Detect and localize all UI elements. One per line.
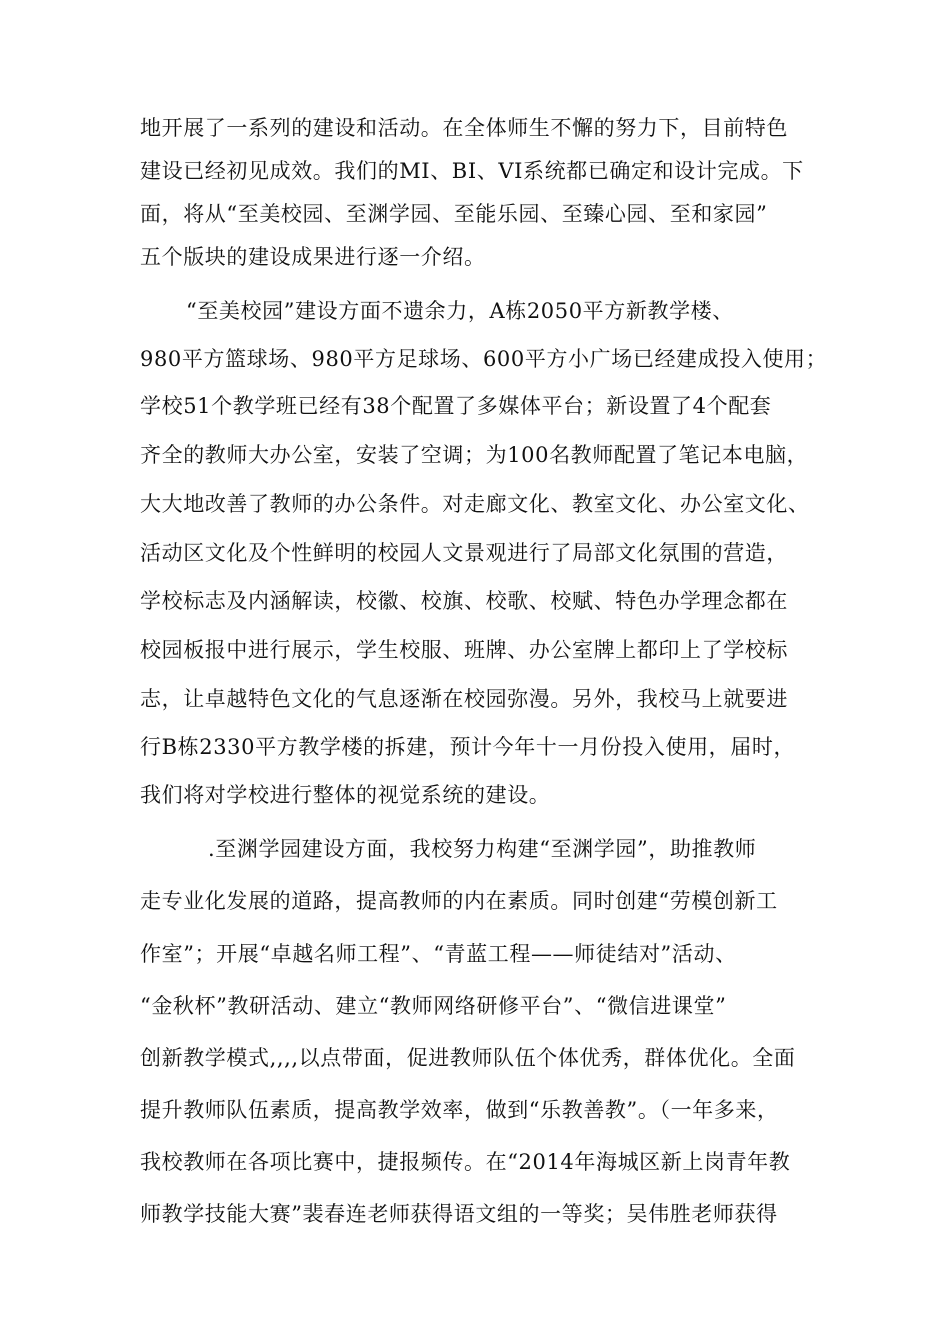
text-line: 作室”；开展“卓越名师工程”、“青蓝工程——师徒结对”活动、	[140, 942, 737, 966]
text-line: 行B栋2330平方教学楼的拆建，预计今年十一月份投入使用，届时，	[140, 735, 796, 759]
text-line: 校园板报中进行展示，学生校服、班牌、办公室牌上都印上了学校标	[140, 638, 788, 662]
text-line: 学校标志及内涵解读，校徽、校旗、校歌、校赋、特色办学理念都在	[140, 589, 788, 613]
text-line: 齐全的教师大办公室，安装了空调；为100名教师配置了笔记本电脑，	[140, 443, 809, 467]
text-line: 我们将对学校进行整体的视觉系统的建设。	[140, 783, 551, 807]
text-line: 建设已经初见成效。我们的MI、BI、VI系统都已确定和设计完成。下	[140, 159, 804, 183]
text-line: 活动区文化及个性鲜明的校园人文景观进行了局部文化氛围的营造，	[140, 541, 788, 565]
text-line: “至美校园”建设方面不遗余力，A栋2050平方新教学楼、	[186, 299, 734, 323]
text-line: 走专业化发展的道路，提高教师的内在素质。同时创建“劳模创新工	[140, 889, 778, 913]
text-line: .至渊学园建设方面，我校努力构建“至渊学园”，助推教师	[208, 837, 757, 861]
text-line: 五个版块的建设成果进行逐一介绍。	[140, 245, 486, 269]
text-line: 地开展了一系列的建设和活动。在全体师生不懈的努力下，目前特色	[140, 116, 788, 140]
text-line: 提升教师队伍素质，提高教学效率，做到“乐教善教”。（一年多来，	[140, 1098, 779, 1122]
text-line: 我校教师在各项比赛中，捷报频传。在“2014年海城区新上岗青年教	[140, 1150, 791, 1174]
text-line: 大大地改善了教师的办公条件。对走廊文化、教室文化、办公室文化、	[140, 492, 810, 516]
text-line: 学校51个教学班已经有38个配置了多媒体平台；新设置了4个配套	[140, 394, 772, 418]
text-line: “金秋杯”教研活动、建立“教师网络研修平台”、“微信进课堂”	[140, 994, 727, 1018]
text-line: 师教学技能大赛”裴春连老师获得语文组的一等奖；吴伟胜老师获得	[140, 1202, 778, 1226]
text-line: 志，让卓越特色文化的气息逐渐在校园弥漫。另外，我校马上就要进	[140, 687, 788, 711]
text-line: 面，将从“至美校园、至渊学园、至能乐园、至臻心园、至和家园”	[140, 202, 768, 226]
text-line: 创新教学模式,,,,以点带面，促进教师队伍个体优秀，群体优化。全面	[140, 1046, 796, 1070]
text-line: 980平方篮球场、980平方足球场、600平方小广场已经建成投入使用；	[140, 347, 828, 371]
